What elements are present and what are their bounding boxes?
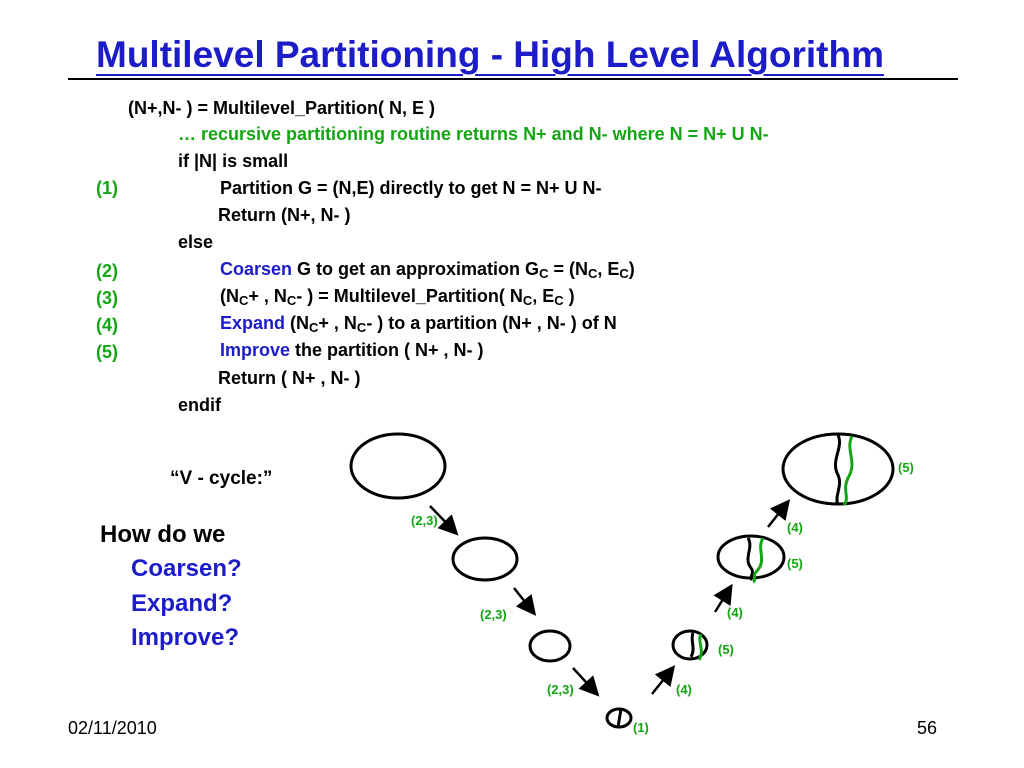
slide-title: Multilevel Partitioning - High Level Algorithm bbox=[96, 34, 885, 75]
questions-heading: How do we bbox=[100, 521, 226, 548]
footer-date: 02/11/2010 bbox=[68, 718, 157, 738]
expand-text-a: (N bbox=[285, 313, 310, 333]
question-expand: Expand? bbox=[131, 590, 233, 617]
label-improve-3: (5) bbox=[898, 460, 914, 475]
label-expand-2: (4) bbox=[727, 605, 743, 620]
recur-text-e: ) bbox=[563, 286, 575, 306]
expand-sub-2: C bbox=[356, 320, 367, 335]
coarsen-text-b: = (N bbox=[548, 259, 588, 279]
expand-keyword: Expand bbox=[220, 313, 286, 333]
recur-text-a: (N bbox=[220, 286, 239, 306]
endif-line: endif bbox=[178, 395, 221, 415]
step-number-3: (3) bbox=[96, 288, 118, 308]
cut-level-0-improved bbox=[844, 436, 852, 505]
arrow-expand-1 bbox=[652, 669, 672, 694]
partition-line: Partition G = (N,E) directly to get N = N+ U N- bbox=[220, 178, 602, 198]
expand-sub-1: C bbox=[309, 320, 319, 335]
cut-level-1-improved bbox=[753, 538, 763, 582]
coarsen-text-a: G to get an approximation G bbox=[292, 259, 540, 279]
question-coarsen: Coarsen? bbox=[131, 555, 242, 582]
question-improve: Improve? bbox=[131, 624, 240, 651]
coarsen-sub-3: C bbox=[619, 266, 629, 281]
label-improve-1: (5) bbox=[718, 642, 734, 657]
recur-text-c: - ) = Multilevel_Partition( N bbox=[296, 286, 523, 306]
cut-level-2-old bbox=[691, 633, 693, 657]
expand-text-c: - ) to a partition (N+ , N- ) of N bbox=[366, 313, 617, 333]
coarsen-text-d: ) bbox=[628, 259, 635, 279]
else-line: else bbox=[178, 232, 214, 252]
cut-level-2-improved bbox=[699, 634, 701, 660]
label-initial-partition: (1) bbox=[633, 720, 649, 735]
comment-tail: N+ and N- where N = N+ U N- bbox=[523, 124, 769, 144]
footer-page-number: 56 bbox=[917, 718, 938, 738]
coarsen-keyword: Coarsen bbox=[220, 259, 293, 279]
label-coarsen-3: (2,3) bbox=[547, 682, 574, 697]
label-improve-2: (5) bbox=[787, 556, 803, 571]
step-number-5: (5) bbox=[96, 342, 118, 362]
cut-level-0-old bbox=[835, 435, 839, 505]
coarsen-sub-1: C bbox=[539, 266, 549, 281]
recur-text-d: , E bbox=[532, 286, 555, 306]
coarsest-cut bbox=[618, 709, 621, 727]
graph-level-1-left bbox=[453, 538, 517, 580]
label-coarsen-1: (2,3) bbox=[411, 513, 438, 528]
step-number-2: (2) bbox=[96, 261, 118, 281]
if-line: if |N| is small bbox=[178, 151, 289, 171]
cut-level-1-old bbox=[748, 538, 752, 580]
improve-keyword: Improve bbox=[220, 340, 291, 360]
comment-lead: … recursive partitioning routine returns bbox=[178, 124, 524, 144]
label-expand-1: (4) bbox=[676, 682, 692, 697]
expand-text-b: + , N bbox=[318, 313, 357, 333]
v-cycle-label: “V - cycle:” bbox=[170, 468, 273, 489]
recur-text-b: + , N bbox=[248, 286, 287, 306]
recur-sub-3: C bbox=[522, 293, 533, 308]
recur-sub-2: C bbox=[286, 293, 297, 308]
label-expand-3: (4) bbox=[787, 520, 803, 535]
graph-level-2-left bbox=[530, 631, 570, 661]
coarsen-text-c: , E bbox=[597, 259, 620, 279]
step-number-4: (4) bbox=[96, 315, 118, 335]
algorithm-header: (N+,N- ) = Multilevel_Partition( N, E ) bbox=[128, 98, 436, 118]
arrow-coarsen-3 bbox=[573, 668, 596, 693]
return-line-2: Return ( N+ , N- ) bbox=[218, 368, 361, 388]
arrow-expand-3 bbox=[768, 503, 787, 527]
arrow-coarsen-2 bbox=[514, 588, 533, 612]
graph-level-0-left bbox=[351, 434, 445, 498]
recur-sub-1: C bbox=[239, 293, 249, 308]
step-number-1: (1) bbox=[96, 178, 118, 198]
label-coarsen-2: (2,3) bbox=[480, 607, 507, 622]
improve-text: the partition ( N+ , N- ) bbox=[290, 340, 484, 360]
return-line-1: Return (N+, N- ) bbox=[218, 205, 351, 225]
coarsen-sub-2: C bbox=[587, 266, 598, 281]
recur-sub-4: C bbox=[554, 293, 564, 308]
